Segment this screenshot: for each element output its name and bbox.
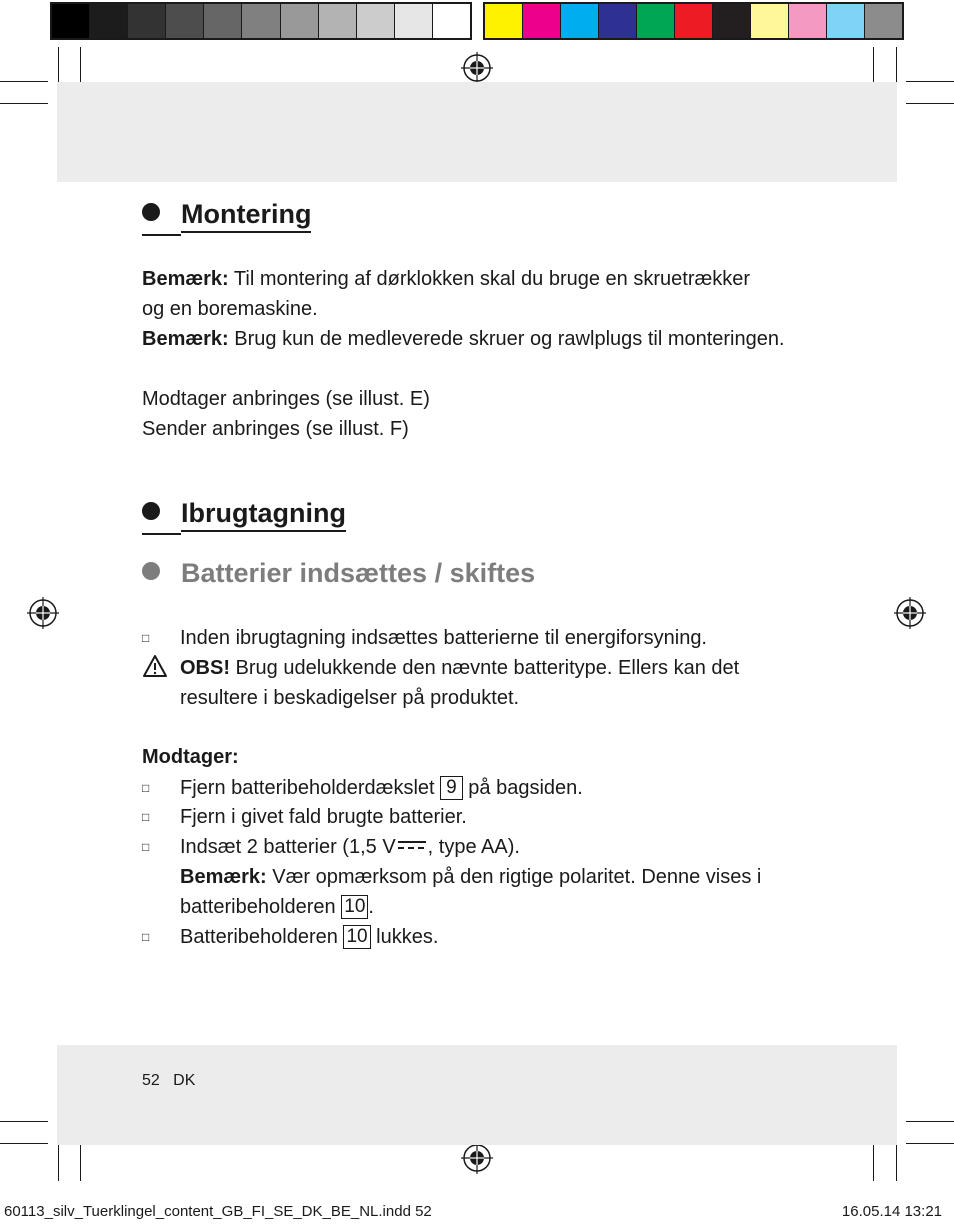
color-swatch [827,4,865,38]
registration-mark-icon [27,597,59,629]
color-swatch [242,4,280,38]
list-item: Batteribeholderen 10 lukkes. [180,926,439,948]
crop-mark [58,1141,59,1181]
color-swatch [128,4,166,38]
footer-band [57,1045,897,1145]
note-tools: Bemærk: Til montering af dørklokken skal du bruge en skruetrækker [142,268,751,290]
color-swatch [485,4,523,38]
color-swatch [166,4,204,38]
color-swatch [357,4,395,38]
reference-number: 10 [341,895,368,919]
color-swatch [865,4,902,38]
grayscale-color-bar [50,2,472,40]
note-tools-cont: og en boremaskine. [142,298,318,320]
checkbox-square-icon: □ [142,840,150,854]
crop-mark [906,1143,954,1144]
slug-date: 16.05.14 13:21 [841,1203,942,1220]
slug-filename: 60113_silv_Tuerklingel_content_GB_FI_SE_DK_BE_NL.indd 52 [4,1203,432,1220]
heading-ibrugtagning: Ibrugtagning [142,498,346,532]
checkbox-square-icon: □ [142,631,150,645]
color-swatch [52,4,90,38]
color-swatch [319,4,357,38]
color-swatch [599,4,637,38]
crop-mark [906,103,954,104]
color-swatch [395,4,433,38]
color-swatch [204,4,242,38]
crop-mark [80,47,81,87]
color-swatch [281,4,319,38]
list-item: Fjern batteribeholderdækslet 9 på bagsiden. [180,777,583,799]
crop-mark [0,81,48,82]
list-item: Fjern i givet fald brugte batterier. [180,806,467,828]
crop-mark [80,1141,81,1181]
color-swatch [751,4,789,38]
color-swatch [637,4,675,38]
heading-batterier: Batterier indsættes / skiftes [142,558,535,589]
crop-mark [906,81,954,82]
registration-mark-icon [461,52,493,84]
crop-mark [0,103,48,104]
warning-triangle-icon [142,654,168,678]
list-item: Indsæt 2 batterier (1,5 V , type AA). [180,836,520,858]
warning-text-cont: resultere i beskadigelser på produktet. [180,687,520,709]
list-item: Inden ibrugtagning indsættes batterierne til energiforsyning. [180,627,707,649]
color-swatch [675,4,713,38]
receiver-mount-line: Modtager anbringes (se illust. E) [142,388,430,410]
heading-bullet-icon [142,502,160,520]
page-number: 52 DK [142,1072,196,1089]
polarity-note: Bemærk: Vær opmærksom på den rigtige polaritet. Denne vises i [180,866,762,888]
reference-number: 9 [440,776,463,800]
registration-mark-icon [461,1142,493,1174]
crop-mark [873,47,874,87]
crop-mark [906,1121,954,1122]
color-swatch [523,4,561,38]
receiver-heading: Modtager: [142,746,239,768]
color-swatch [713,4,751,38]
color-swatch [561,4,599,38]
checkbox-square-icon: □ [142,930,150,944]
heading-bullet-icon [142,203,160,221]
heading-bullet-icon [142,562,160,580]
header-band [57,82,897,182]
note-screws: Bemærk: Brug kun de medleverede skruer og rawlplugs til monteringen. [142,328,785,350]
checkbox-square-icon: □ [142,781,150,795]
crop-mark [896,1141,897,1181]
color-swatch [90,4,128,38]
process-color-bar [483,2,904,40]
crop-mark [58,47,59,87]
sender-mount-line: Sender anbringes (se illust. F) [142,418,409,440]
crop-mark [873,1141,874,1181]
polarity-note-cont: batteribeholderen 10 . [180,896,374,918]
crop-mark [0,1143,48,1144]
dc-symbol-icon [398,839,426,851]
heading-montering: Montering [142,199,311,233]
crop-mark [896,47,897,87]
crop-mark [0,1121,48,1122]
registration-mark-icon [894,597,926,629]
reference-number: 10 [343,925,370,949]
warning-text: OBS! Brug udelukkende den nævnte batteritype. Ellers kan det [180,657,740,679]
color-swatch [789,4,827,38]
color-swatch [433,4,470,38]
checkbox-square-icon: □ [142,810,150,824]
